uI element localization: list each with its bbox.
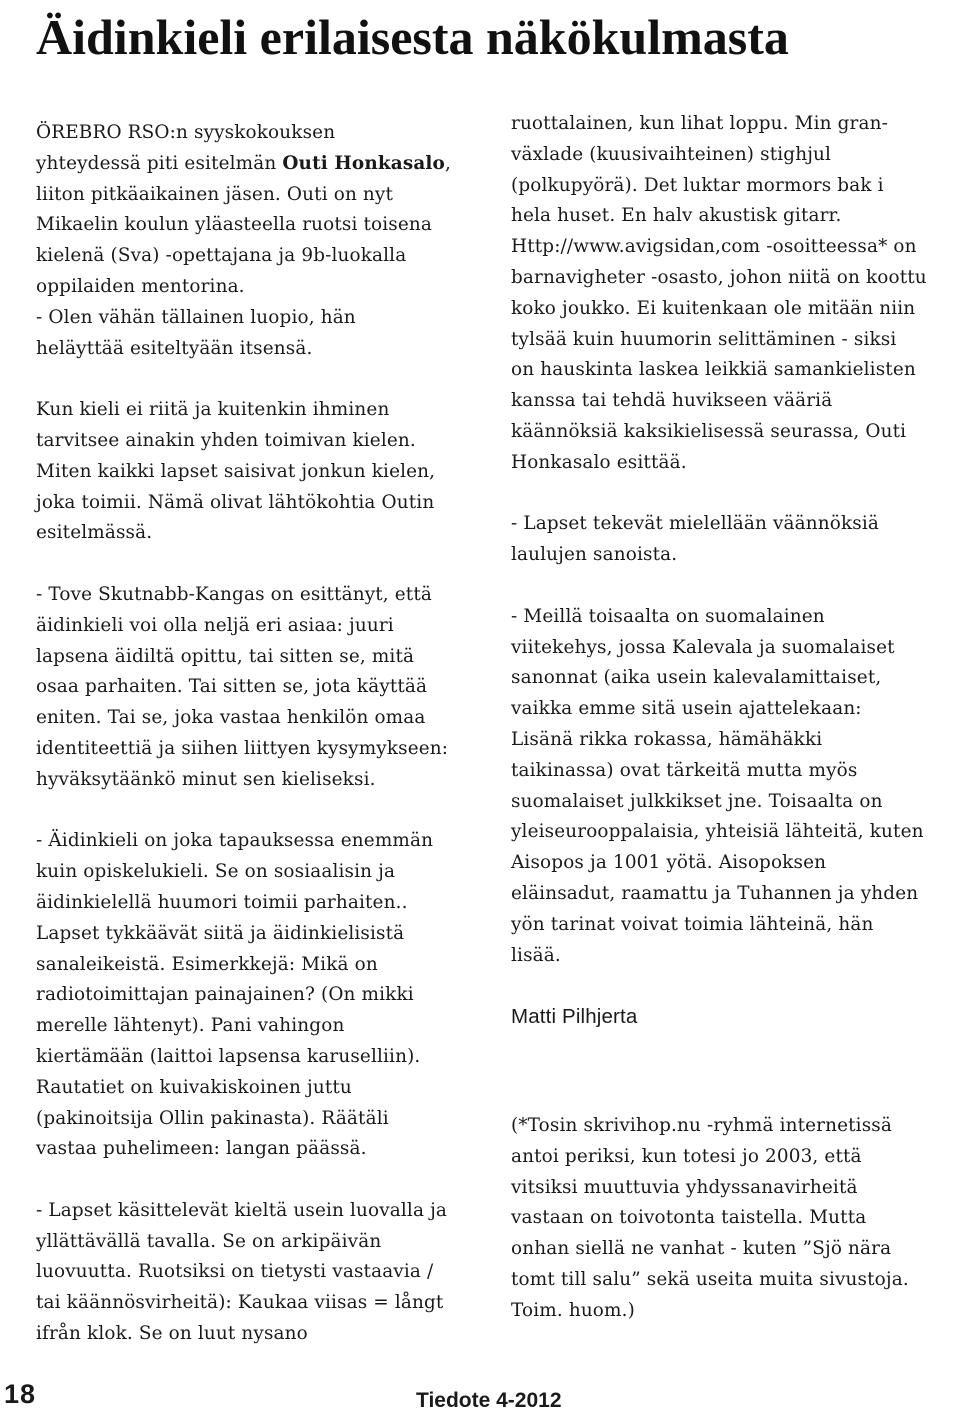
text-line: Lapset tykkäävät siitä ja äidinkielisistä bbox=[36, 922, 405, 944]
text-line: antoi periksi, kun totesi jo 2003, että bbox=[511, 1145, 862, 1167]
paragraph bbox=[511, 602, 956, 972]
text-line: tylsää kuin huumorin selittäminen - siksi bbox=[511, 328, 897, 350]
text-line bbox=[36, 149, 486, 180]
text-line: viitekehys, jossa Kalevala ja suomalaiset bbox=[511, 636, 895, 658]
paragraph bbox=[511, 509, 956, 571]
text-line: äidinkielellä huumori toimii parhaiten.. bbox=[36, 891, 408, 913]
text-line: tomt till salu” sekä useita muita sivustoja. bbox=[511, 1268, 909, 1290]
text-line: hyväksytäänkö minut sen kieliseksi. bbox=[36, 768, 376, 790]
text-line: vastaan on toivotonta taistella. Mutta bbox=[511, 1207, 867, 1229]
text-line: kanssa tai tehdä huvikseen vääriä bbox=[511, 390, 833, 412]
text-line: vastaa puhelimeen: langan päässä. bbox=[36, 1138, 367, 1160]
text-line: yleiseurooppalaisia, yhteisiä lähteitä, kuten bbox=[511, 821, 924, 843]
text-line: tai käännösvirheitä): Kaukaa viisas = långt bbox=[36, 1292, 444, 1314]
text-line: eläinsadut, raamattu ja Tuhannen ja yhden bbox=[511, 882, 919, 904]
text-line: - Meillä toisaalta on suomalainen bbox=[511, 605, 825, 627]
paragraph bbox=[511, 1111, 956, 1327]
text-line: äidinkieli voi olla neljä eri asiaa: juuri bbox=[36, 614, 394, 636]
text-line: yllättävällä tavalla. Se on arkipäivän bbox=[36, 1230, 382, 1252]
text-line: Rautatiet on kuivakiskoinen juttu bbox=[36, 1076, 352, 1098]
text-fragment: , bbox=[444, 152, 451, 174]
text-line: osaa parhaiten. Tai sitten se, jota käyttää bbox=[36, 676, 428, 698]
text-line: hela huset. En halv akustisk gitarr. bbox=[511, 205, 842, 227]
text-line: (*Tosin skrivihop.nu -ryhmä internetissä bbox=[511, 1114, 893, 1136]
right-column bbox=[511, 109, 956, 1357]
left-column bbox=[36, 118, 486, 1381]
text-line: onhan siellä ne vanhat - kuten ”Sjö nära bbox=[511, 1238, 892, 1260]
text-line: yön tarinat voivat toimia lähteinä, hän bbox=[511, 913, 874, 935]
article-title: Äidinkieli erilaisesta näkökulmasta bbox=[36, 9, 789, 65]
text-line: liiton pitkäaikainen jäsen. Outi on nyt bbox=[36, 183, 394, 205]
text-line: suomalaiset julkkikset jne. Toisaalta on bbox=[511, 790, 883, 812]
text-line: (polkupyörä). Det luktar mormors bak i bbox=[511, 174, 884, 196]
paragraph bbox=[511, 109, 956, 479]
text-line: heläyttää esiteltyään itsensä. bbox=[36, 337, 313, 359]
text-line: - Tove Skutnabb-Kangas on esittänyt, että bbox=[36, 583, 433, 605]
text-line: ruottalainen, kun lihat loppu. Min gran- bbox=[511, 113, 888, 134]
text-line: - Äidinkieli on joka tapauksessa enemmän bbox=[36, 830, 434, 852]
text-line: radiotoimittajan painajainen? (On mikki bbox=[36, 984, 414, 1006]
paragraph bbox=[36, 395, 486, 549]
text-line: merelle lähtenyt). Pani vahingon bbox=[36, 1015, 345, 1037]
text-line: kielenä (Sva) -opettajana ja 9b-luokalla bbox=[36, 245, 407, 267]
text-line: tarvitsee ainakin yhden toimivan kielen. bbox=[36, 429, 416, 451]
speaker-name: Outi Honkasalo bbox=[282, 152, 445, 174]
text-line: ifrån klok. Se on luut nysano bbox=[36, 1323, 308, 1345]
text-line: växlade (kuusivaihteinen) stighjul bbox=[511, 143, 832, 165]
paragraph bbox=[36, 1196, 486, 1350]
text-line: koko joukko. Ei kuitenkaan ole mitään niin bbox=[511, 297, 916, 319]
page-number: 18 bbox=[4, 1379, 37, 1409]
text-line: vitsiksi muuttuvia yhdyssanavirheitä bbox=[511, 1176, 858, 1198]
text-line: sanaleikeistä. Esimerkkejä: Mikä on bbox=[36, 953, 378, 975]
text-line: ÖREBRO RSO:n syyskokouksen bbox=[36, 122, 336, 143]
text-line: käännöksiä kaksikielisessä seurassa, Outi bbox=[511, 420, 907, 442]
paragraph bbox=[36, 580, 486, 796]
text-line: esitelmässä. bbox=[36, 522, 153, 544]
text-line: on hauskinta laskea leikkiä samankielisten bbox=[511, 359, 916, 381]
text-line: laulujen sanoista. bbox=[511, 544, 678, 566]
text-line: lisää. bbox=[511, 944, 561, 966]
text-line: (pakinoitsija Ollin pakinasta). Räätäli bbox=[36, 1107, 389, 1129]
text-line: Aisopos ja 1001 yötä. Aisopoksen bbox=[511, 852, 827, 874]
paragraph bbox=[36, 826, 486, 1165]
text-line: barnavigheter -osasto, johon niitä on koottu bbox=[511, 266, 927, 288]
text-line: vaikka emme sitä usein ajattelekaan: bbox=[511, 698, 862, 720]
text-line: lapsena äidiltä opittu, tai sitten se, mitä bbox=[36, 645, 415, 667]
text-line: Http://www.avigsidan,com -osoitteessa* on bbox=[511, 236, 917, 258]
text-line: oppilaiden mentorina. bbox=[36, 275, 245, 297]
text-line: Toim. huom.) bbox=[511, 1299, 635, 1321]
text-line: Kun kieli ei riitä ja kuitenkin ihminen bbox=[36, 399, 390, 421]
text-line: - Lapset tekevät mielellään väännöksiä bbox=[511, 513, 880, 535]
issue-label: Tiedote 4-2012 bbox=[416, 1389, 562, 1412]
text-line: - Lapset käsittelevät kieltä usein luovalla ja bbox=[36, 1199, 448, 1221]
text-line: kuin opiskelukieli. Se on sosiaalisin ja bbox=[36, 861, 396, 883]
text-line: Miten kaikki lapset saisivat jonkun kielen, bbox=[36, 460, 436, 482]
text-line: - Olen vähän tällainen luopio, hän bbox=[36, 306, 356, 328]
text-line: joka toimii. Nämä olivat lähtökohtia Outin bbox=[36, 491, 435, 513]
text-line: kiertämään (laittoi lapsensa karuselliin). bbox=[36, 1045, 421, 1067]
text-line: eniten. Tai se, joka vastaa henkilön omaa bbox=[36, 707, 426, 729]
paragraph bbox=[36, 118, 486, 364]
text-line: identiteettiä ja siihen liittyen kysymykseen: bbox=[36, 737, 449, 759]
text-line: sanonnat (aika usein kalevalamittaiset, bbox=[511, 667, 882, 689]
text-line: taikinassa) ovat tärkeitä mutta myös bbox=[511, 759, 858, 781]
text-line: Lisänä rikka rokassa, hämähäkki bbox=[511, 728, 823, 750]
text-line: luovuutta. Ruotsiksi on tietysti vastaavia / bbox=[36, 1261, 434, 1283]
text-fragment: yhteydessä piti esitelmän bbox=[36, 152, 283, 174]
text-line: Mikaelin koulun yläasteella ruotsi toisena bbox=[36, 214, 433, 236]
author-name: Matti Pilhjerta bbox=[511, 1005, 638, 1029]
text-line: Honkasalo esittää. bbox=[511, 451, 687, 473]
